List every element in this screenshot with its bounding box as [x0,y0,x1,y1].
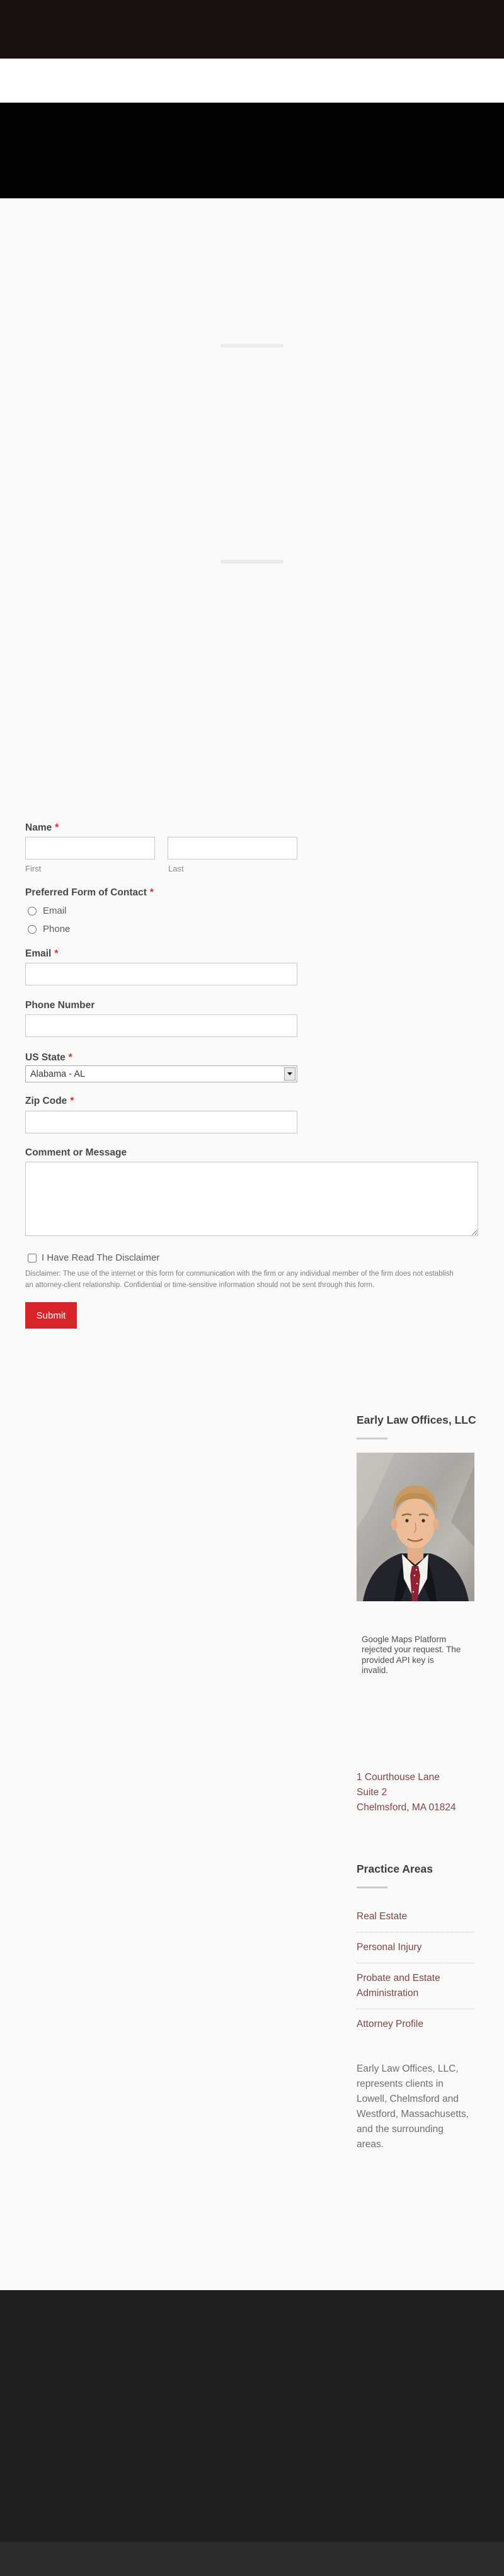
contact-pref-phone-radio[interactable] [28,925,37,934]
email-input[interactable] [25,963,297,985]
practice-link-real-estate[interactable]: Real Estate [357,1911,408,1922]
comment-textarea[interactable] [25,1162,478,1236]
name-label: Name * [25,822,59,833]
office-address [357,1770,476,1815]
address-line[interactable]: Chelmsford, MA 01824 [357,1802,456,1813]
list-item [357,1932,475,1963]
required-asterisk: * [70,1096,74,1106]
disclaimer-checkbox[interactable] [28,1254,37,1262]
practice-areas-list [357,1902,475,2040]
footer [0,2290,504,2542]
practice-areas-heading: Practice Areas [357,1863,433,1875]
address-line[interactable]: Suite 2 [357,1787,387,1798]
first-name-sublabel: First [25,864,42,873]
section-divider [220,344,284,348]
site-header [0,59,504,103]
submit-button[interactable]: Submit [25,1302,77,1329]
heading-divider [357,1438,387,1439]
required-asterisk: * [55,822,59,833]
required-asterisk: * [54,948,59,959]
practice-link-attorney-profile[interactable]: Attorney Profile [357,2019,423,2029]
phone-label: Phone Number [25,1000,95,1011]
footer-bottom-bar [0,2542,504,2576]
contact-pref-email-label[interactable]: Email [43,905,67,916]
top-dark-bar [0,0,504,59]
required-asterisk: * [68,1052,72,1063]
hero-band [0,103,504,198]
address-line[interactable]: 1 Courthouse Lane [357,1772,440,1783]
practice-link-personal-injury[interactable]: Personal Injury [357,1942,422,1953]
contact-pref-email-radio[interactable] [28,907,37,916]
contact-pref-phone-label[interactable]: Phone [43,924,71,934]
first-name-input[interactable] [25,837,155,860]
email-label: Email * [25,948,59,959]
attorney-portrait-photo [357,1453,474,1601]
state-label: US State * [25,1052,72,1063]
list-item [357,1902,475,1932]
disclaimer-text: Disclaimer: The use of the internet or this form for communication with the firm or any individual member of the firm does not establish an attorney-client relationship. Confidential or time-sensitive information should not be sent through this form. [25,1270,454,1290]
last-name-input[interactable] [168,837,297,860]
section-divider [220,560,284,564]
contact-pref-label: Preferred Form of Contact * [25,887,154,898]
state-select[interactable] [25,1065,297,1082]
required-asterisk: * [149,887,154,898]
comment-label: Comment or Message [25,1147,127,1158]
zip-input[interactable] [25,1111,297,1133]
practice-link-probate[interactable]: Probate and Estate Administration [357,1973,440,1999]
list-item [357,1963,475,2009]
list-item [357,2009,475,2040]
about-paragraph: Early Law Offices, LLC, represents clients in Lowell, Chelmsford and Westford, Massachusetts, and the surrounding areas. [357,2063,469,2150]
heading-divider [357,1887,387,1888]
firm-heading: Early Law Offices, LLC [357,1414,476,1426]
map-error-message: Google Maps Platform rejected your request. The provided API key is invalid. [362,1635,461,1676]
zip-label: Zip Code * [25,1096,74,1106]
state-select-wrap [25,1065,297,1082]
phone-input[interactable] [25,1014,297,1037]
disclaimer-checkbox-label[interactable]: I Have Read The Disclaimer [42,1252,160,1263]
last-name-sublabel: Last [168,864,184,873]
